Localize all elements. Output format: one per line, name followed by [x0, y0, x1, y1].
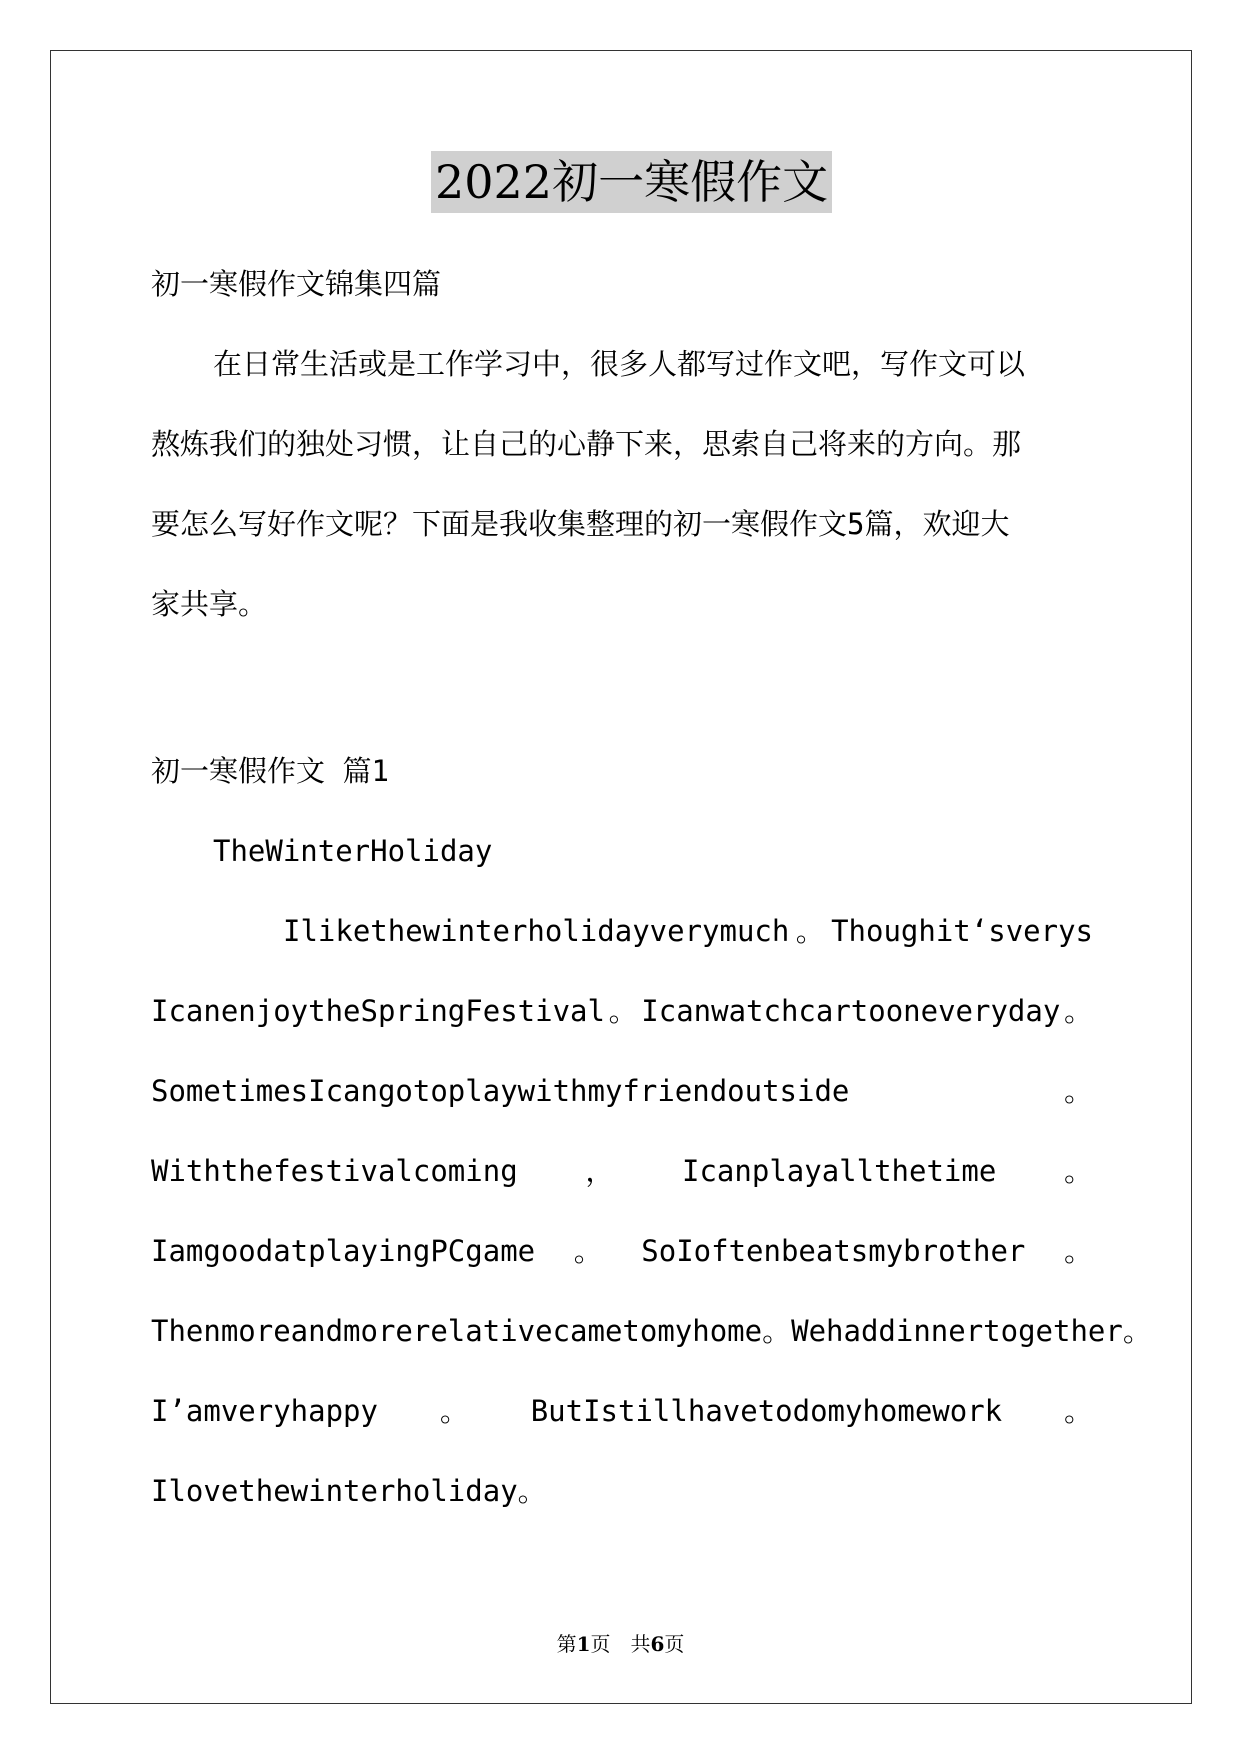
intro-line-4: 家共享。 [151, 587, 268, 621]
document-title: 2022初一寒假作文 [431, 151, 832, 213]
essay-text: SometimesIcangotoplaywithmyfriendoutside [151, 1074, 850, 1108]
footer-total-pages: 6 [650, 1632, 665, 1656]
footer-page-number: 1 [576, 1632, 591, 1656]
essay-text: Ilikethewinterholidayverymuch [283, 914, 790, 948]
essay-line-8 [151, 1471, 1093, 1511]
section-heading: 初一寒假作文 篇1 [151, 754, 389, 788]
page-footer [0, 1628, 1241, 1657]
essay-text: Thoughit‘sverys [831, 914, 1093, 948]
essay-text: Ilovethewinterholiday。 [151, 1474, 547, 1508]
essay-punct: 。 [1063, 994, 1093, 1028]
essay-punct: 。 [795, 914, 825, 948]
essay-punct: 。 [1063, 1234, 1093, 1268]
essay-text: Wehaddinnertogether [791, 1314, 1123, 1348]
intro-line-3: 要怎么写好作文呢？下面是我收集整理的初一寒假作文5篇，欢迎大 [151, 507, 1010, 541]
essay-line-4 [151, 1151, 1093, 1191]
essay-punct: 。 [1122, 1314, 1152, 1348]
essay-punct: 。 [1063, 1154, 1093, 1188]
essay-punct: 。 [439, 1394, 469, 1428]
essay-punct: 。 [1063, 1074, 1093, 1108]
essay-line-1 [283, 911, 1093, 951]
essay-text: Icanwatchcartooneveryday [641, 994, 1061, 1028]
essay-text: Icanplayallthetime [682, 1154, 997, 1188]
essay-punct: 。 [1063, 1394, 1093, 1428]
essay-line-3 [151, 1071, 1093, 1111]
footer-suffix: 页 [664, 1632, 685, 1656]
essay-text: IcanenjoytheSpringFestival [151, 994, 605, 1028]
essay-text: Thenmoreandmorerelativecametomyhome [151, 1314, 763, 1348]
essay-text: SoIoftenbeatsmybrother [641, 1234, 1026, 1268]
intro-line-1: 在日常生活或是工作学习中，很多人都写过作文吧，写作文可以 [213, 347, 1026, 381]
footer-prefix: 第 [556, 1632, 577, 1656]
essay-punct: 。 [573, 1234, 603, 1268]
essay-punct: ， [585, 1154, 615, 1188]
essay-text: I’amveryhappy [151, 1394, 378, 1428]
footer-mid: 页 共 [590, 1632, 651, 1656]
essay-text: Withthefestivalcoming [151, 1154, 518, 1188]
intro-line-2: 熬炼我们的独处习惯，让自己的心静下来，思索自己将来的方向。那 [151, 427, 1022, 461]
essay-text: ButIstillhavetodomyhomework [530, 1394, 1003, 1428]
essay-line-7 [151, 1391, 1093, 1431]
essay-line-6 [151, 1311, 1152, 1351]
essay-title: TheWinterHoliday [213, 834, 493, 868]
essay-line-5 [151, 1231, 1093, 1271]
subtitle: 初一寒假作文锦集四篇 [151, 267, 442, 301]
essay-text: IamgoodatplayingPCgame [151, 1234, 536, 1268]
essay-punct: 。 [608, 994, 638, 1028]
essay-punct: 。 [762, 1314, 792, 1348]
essay-line-2 [151, 991, 1093, 1031]
